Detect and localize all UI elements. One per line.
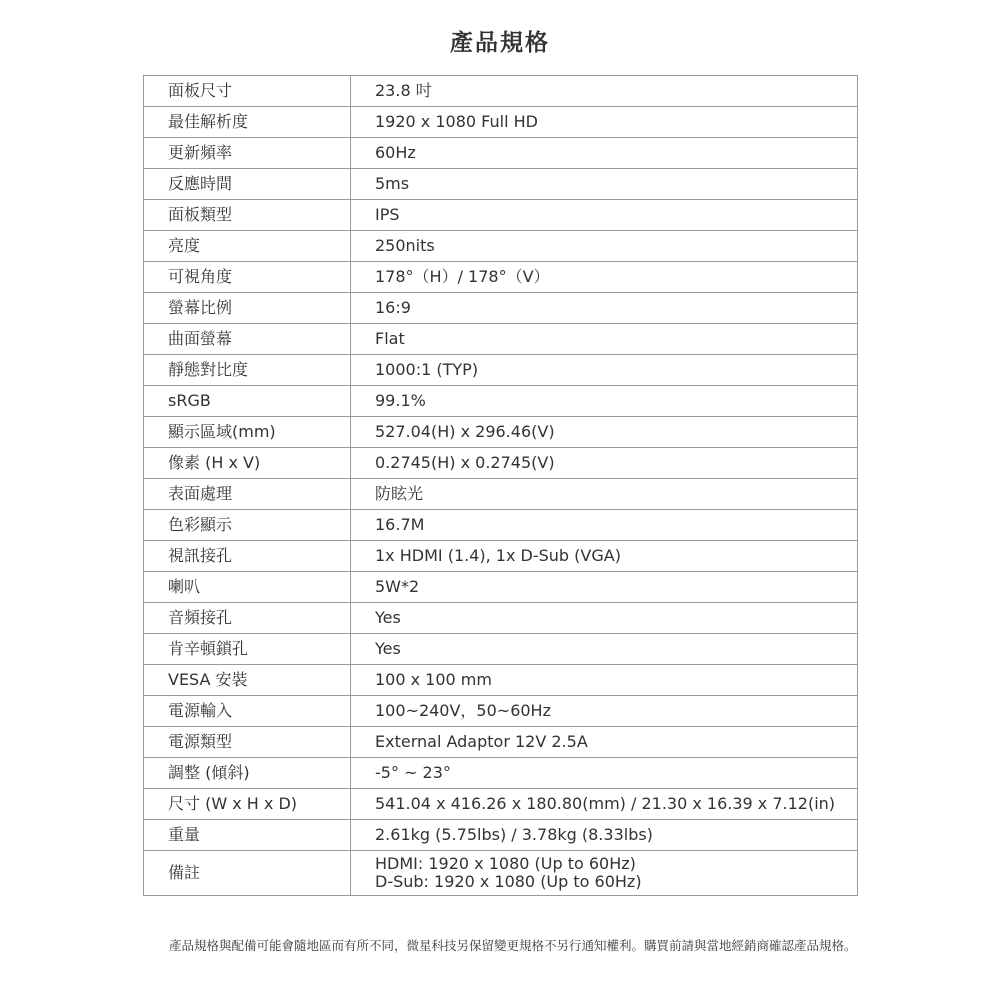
spec-value: 5W*2 — [351, 572, 858, 603]
spec-row-power-input — [144, 696, 858, 727]
footnote: 產品規格與配備可能會隨地區而有所不同，微星科技另保留變更規格不另行通知權利。購買前請與當地經銷商確認產品規格。 — [169, 938, 857, 953]
spec-row-brightness — [144, 231, 858, 262]
spec-row-power-type — [144, 727, 858, 758]
spec-value: 0.2745(H) x 0.2745(V) — [351, 448, 858, 479]
spec-row-pixel-pitch — [144, 448, 858, 479]
spec-label: 像素 (H x V) — [144, 448, 351, 479]
spec-value: 1920 x 1080 Full HD — [351, 107, 858, 138]
note-line: D-Sub: 1920 x 1080 (Up to 60Hz) — [375, 872, 642, 891]
spec-value: 100 x 100 mm — [351, 665, 858, 696]
spec-row-aspect-ratio — [144, 293, 858, 324]
spec-label: 色彩顯示 — [144, 510, 351, 541]
spec-row-vesa — [144, 665, 858, 696]
spec-value: 23.8 吋 — [351, 76, 858, 107]
spec-label: 螢幕比例 — [144, 293, 351, 324]
spec-label: 調整 (傾斜) — [144, 758, 351, 789]
spec-row-note — [144, 851, 858, 896]
spec-label: 面板尺寸 — [144, 76, 351, 107]
spec-row-display-area — [144, 417, 858, 448]
spec-label: 肯辛頓鎖孔 — [144, 634, 351, 665]
spec-label: 可視角度 — [144, 262, 351, 293]
spec-row-panel-type — [144, 200, 858, 231]
spec-label: 反應時間 — [144, 169, 351, 200]
spec-row-audio-port — [144, 603, 858, 634]
spec-value: Yes — [351, 603, 858, 634]
spec-value: External Adaptor 12V 2.5A — [351, 727, 858, 758]
note-line: HDMI: 1920 x 1080 (Up to 60Hz) — [375, 854, 636, 873]
spec-row-curvature — [144, 324, 858, 355]
spec-value: 250nits — [351, 231, 858, 262]
spec-label: VESA 安裝 — [144, 665, 351, 696]
spec-value: 防眩光 — [351, 479, 858, 510]
spec-label: 電源輸入 — [144, 696, 351, 727]
spec-label: 備註 — [144, 851, 351, 896]
spec-value: 100~240V，50~60Hz — [351, 696, 858, 727]
spec-label: 顯示區域(mm) — [144, 417, 351, 448]
spec-value: 1x HDMI (1.4), 1x D-Sub (VGA) — [351, 541, 858, 572]
spec-row-resolution — [144, 107, 858, 138]
spec-value: Yes — [351, 634, 858, 665]
spec-label: 面板類型 — [144, 200, 351, 231]
spec-table — [143, 75, 858, 896]
spec-row-response-time — [144, 169, 858, 200]
spec-row-dimensions — [144, 789, 858, 820]
spec-value: 178°（H）/ 178°（V） — [351, 262, 858, 293]
spec-value: IPS — [351, 200, 858, 231]
spec-label: 電源類型 — [144, 727, 351, 758]
spec-label: 視訊接孔 — [144, 541, 351, 572]
page-title: 產品規格 — [450, 30, 550, 56]
spec-value: 60Hz — [351, 138, 858, 169]
spec-row-srgb — [144, 386, 858, 417]
spec-row-viewing-angle — [144, 262, 858, 293]
spec-label: 亮度 — [144, 231, 351, 262]
spec-label: sRGB — [144, 386, 351, 417]
spec-label: 曲面螢幕 — [144, 324, 351, 355]
spec-value: -5° ~ 23° — [351, 758, 858, 789]
spec-label: 更新頻率 — [144, 138, 351, 169]
spec-row-surface — [144, 479, 858, 510]
spec-row-video-ports — [144, 541, 858, 572]
spec-value — [351, 851, 858, 896]
spec-row-refresh-rate — [144, 138, 858, 169]
spec-value: 5ms — [351, 169, 858, 200]
spec-label: 喇叭 — [144, 572, 351, 603]
spec-label: 尺寸 (W x H x D) — [144, 789, 351, 820]
spec-label: 最佳解析度 — [144, 107, 351, 138]
spec-value: 99.1% — [351, 386, 858, 417]
spec-label: 表面處理 — [144, 479, 351, 510]
spec-row-colors — [144, 510, 858, 541]
spec-value: Flat — [351, 324, 858, 355]
spec-label: 靜態對比度 — [144, 355, 351, 386]
spec-row-panel-size — [144, 76, 858, 107]
spec-value: 2.61kg (5.75lbs) / 3.78kg (8.33lbs) — [351, 820, 858, 851]
spec-value: 527.04(H) x 296.46(V) — [351, 417, 858, 448]
spec-value: 16:9 — [351, 293, 858, 324]
spec-label: 音頻接孔 — [144, 603, 351, 634]
spec-row-kensington — [144, 634, 858, 665]
spec-value: 1000:1 (TYP) — [351, 355, 858, 386]
spec-row-speakers — [144, 572, 858, 603]
spec-row-weight — [144, 820, 858, 851]
spec-value: 541.04 x 416.26 x 180.80(mm) / 21.30 x 16.39 x 7.12(in) — [351, 789, 858, 820]
spec-label: 重量 — [144, 820, 351, 851]
spec-row-tilt — [144, 758, 858, 789]
spec-row-contrast — [144, 355, 858, 386]
spec-value: 16.7M — [351, 510, 858, 541]
